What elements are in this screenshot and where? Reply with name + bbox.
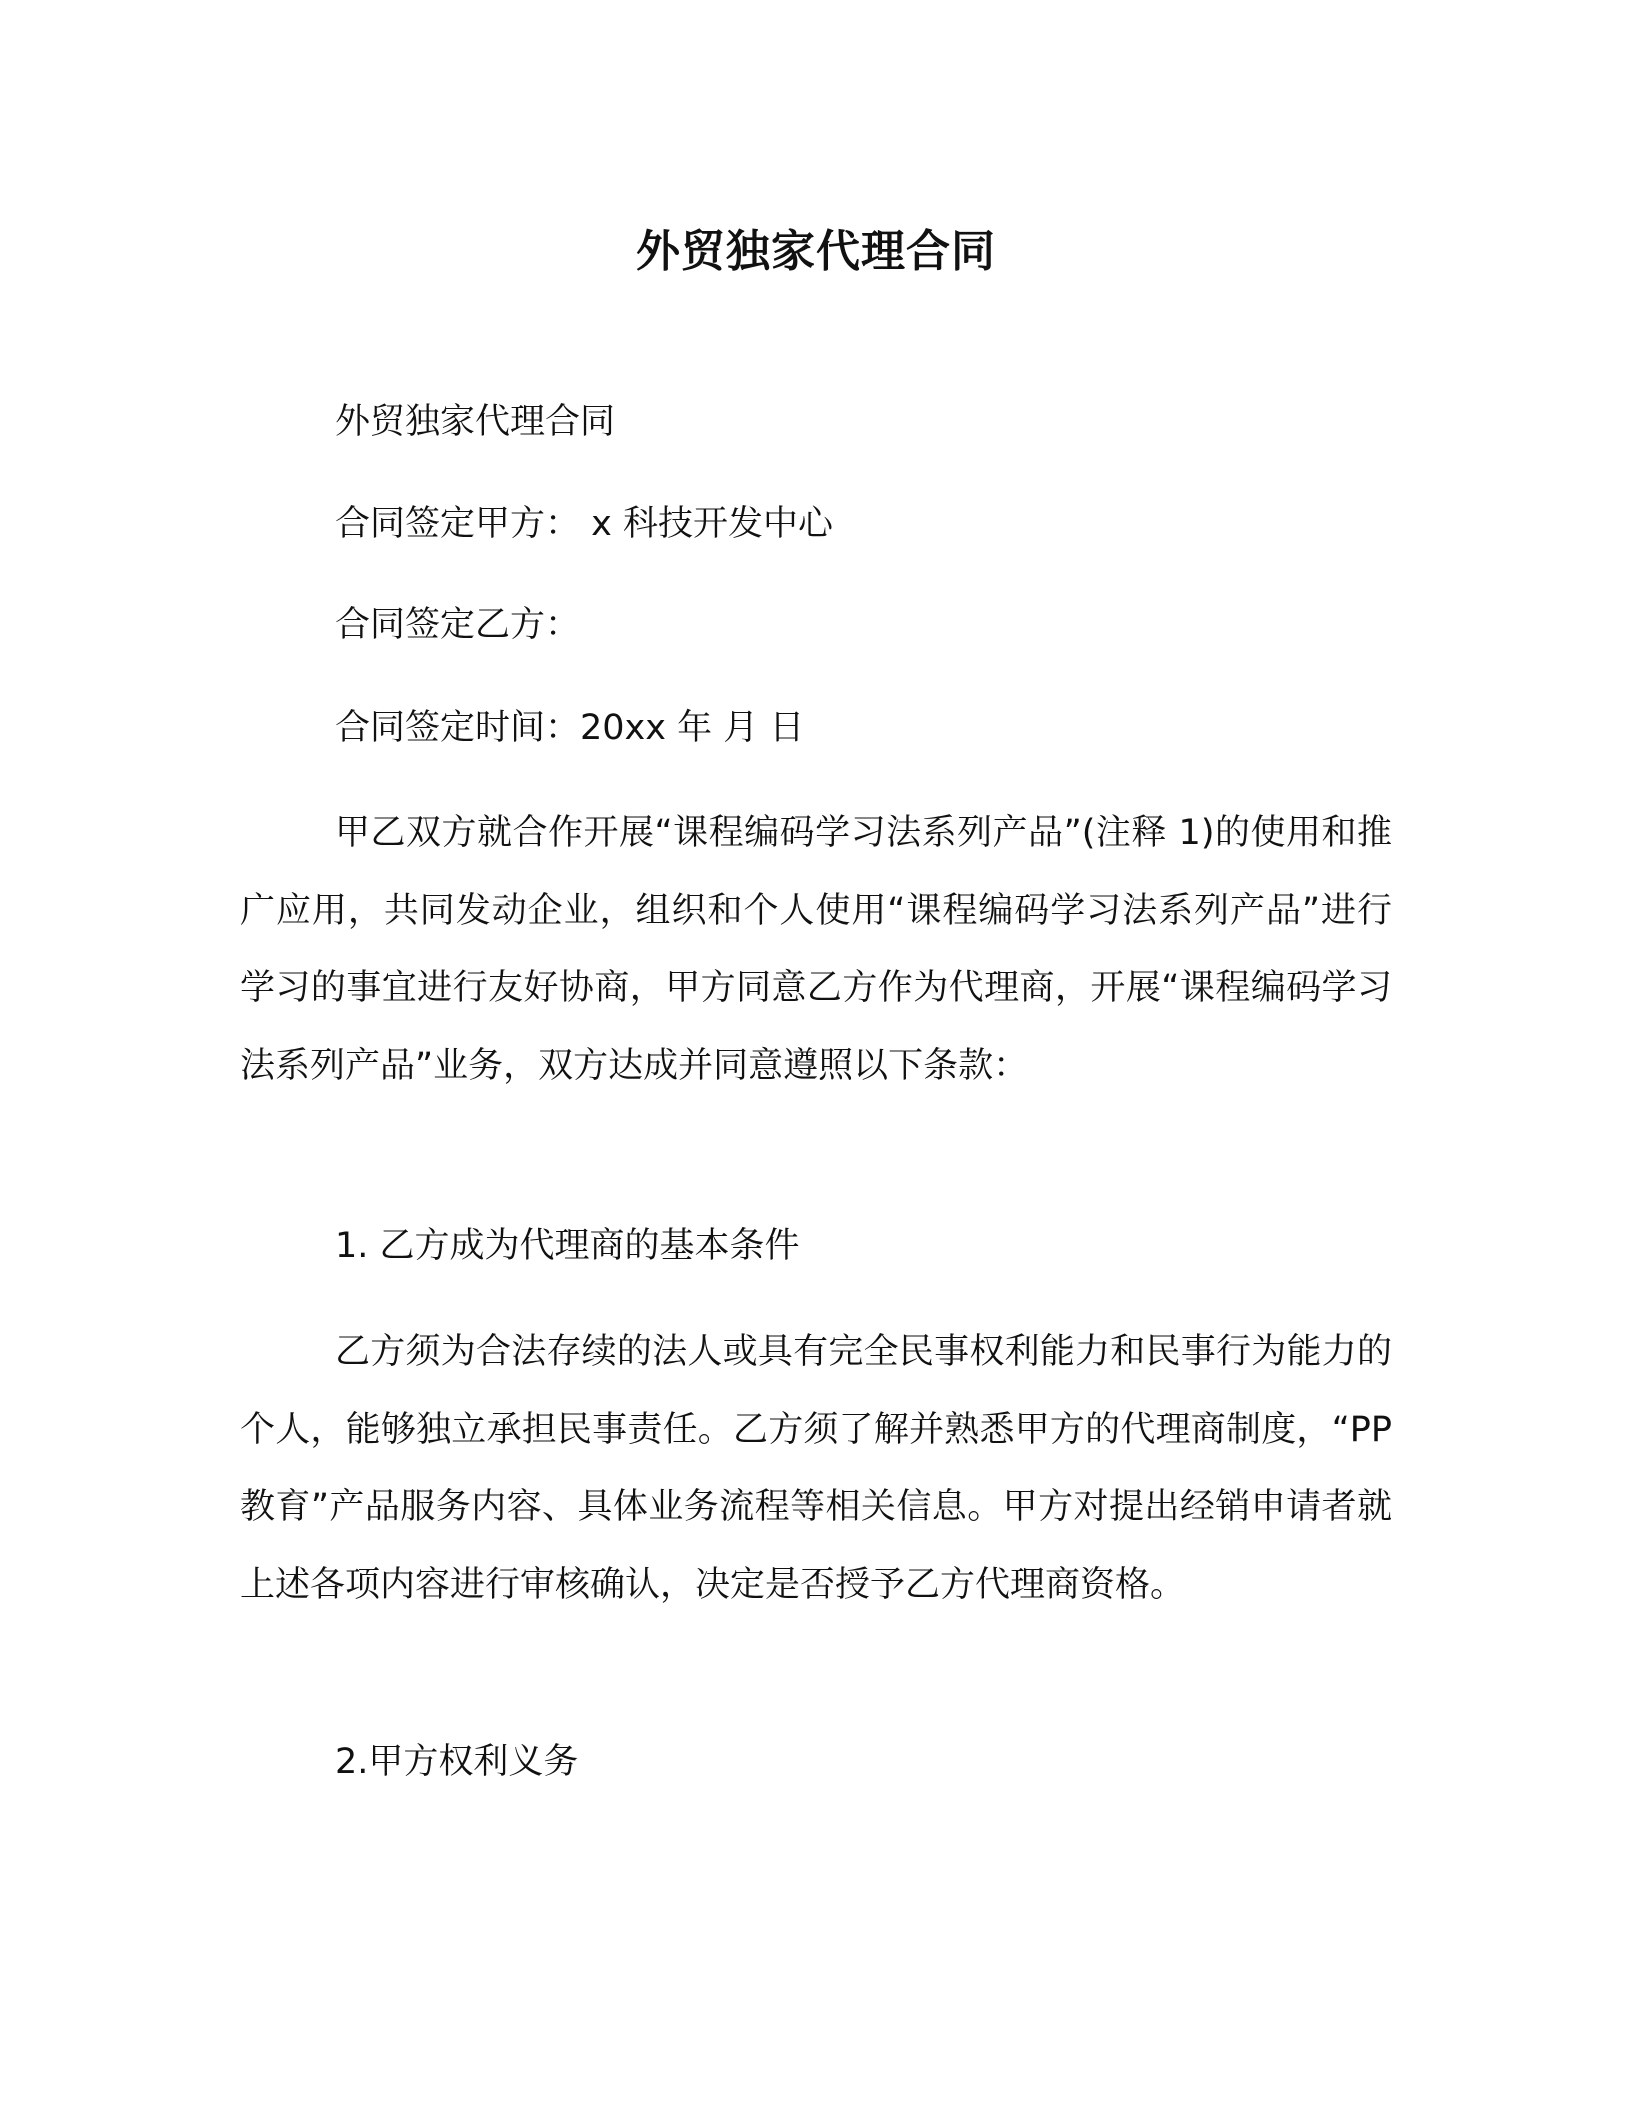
sign-date-line: 合同签定时间：20xx 年 月 日 — [335, 708, 805, 748]
party-a-line: 合同签定甲方： x 科技开发中心 — [335, 504, 833, 544]
section-1-heading: 1. 乙方成为代理商的基本条件 — [335, 1226, 800, 1266]
party-b-line: 合同签定乙方： — [335, 605, 581, 645]
document-title: 外贸独家代理合同 — [636, 226, 996, 277]
intro-paragraph: 甲乙双方就合作开展“课程编码学习法系列产品”(注释 1)的使用和推广应用，共同发动企业，组织和个人使用“课程编码学习法系列产品”进行学习的事宜进行友好协商，甲方同意乙方作为代理商，开展“课程编码学习法系列产品”业务，双方达成并同意遵照以下条款： — [240, 813, 1392, 1086]
section-2-heading: 2.甲方权利义务 — [335, 1742, 579, 1782]
contract-subtitle: 外贸独家代理合同 — [335, 402, 616, 442]
section-1-body: 乙方须为合法存续的法人或具有完全民事权利能力和民事行为能力的个人，能够独立承担民事责任。乙方须了解并熟悉甲方的代理商制度，“PP 教育”产品服务内容、具体业务流程等相关信息。甲方对提出经销申请者就上述各项内容进行审核确认，决定是否授予乙方代理商资格。 — [240, 1332, 1392, 1605]
